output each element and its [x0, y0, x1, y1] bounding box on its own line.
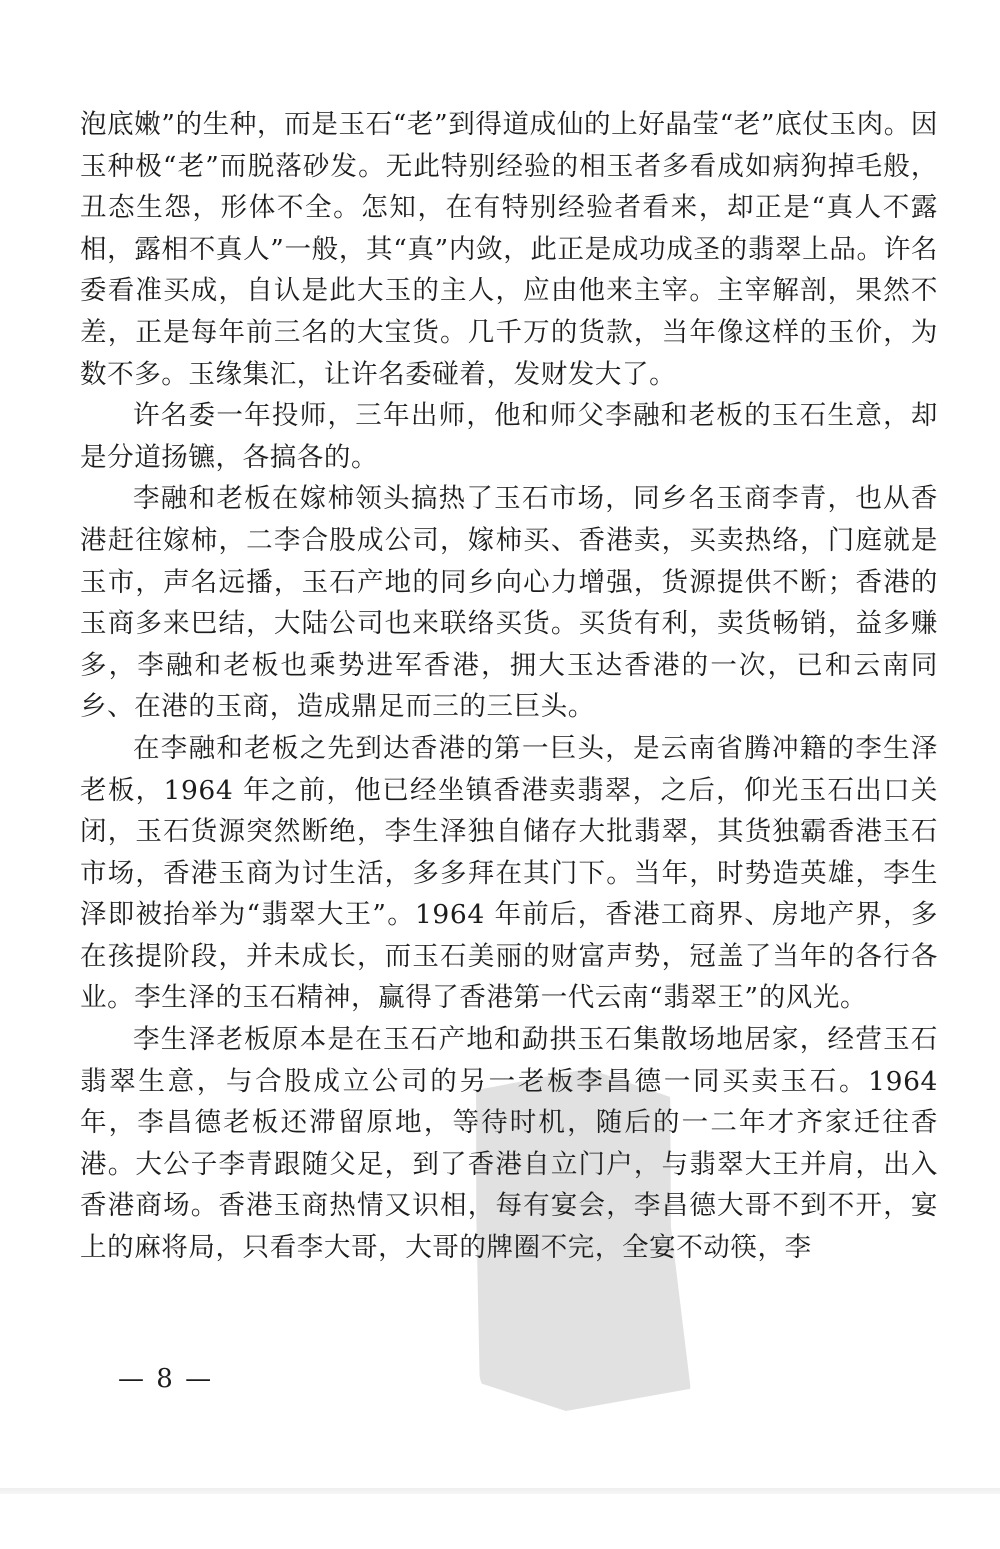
- paragraph-1: 泡底嫩”的生种，而是玉石“老”到得道成仙的上好晶莹“老”底仗玉肉。因玉种极“老”而脱落砂发。无此特别经验的相玉者多看成如病狗掉毛般，丑态生怨，形体不全。怎知，在有特别经验者看来，却正是“真人不露相，露相不真人”一般，其“真”内敛，此正是成功成圣的翡翠上品。许名委看准买成，自认是此大玉的主人，应由他来主宰。主宰解剖，果然不差，正是每年前三名的大宝货。几千万的货款，当年像这样的玉价，为数不多。玉缘集汇，让许名委碰着，发财发大了。: [80, 109, 938, 390]
- paragraph-4: 在李融和老板之先到达香港的第一巨头，是云南省腾冲籍的李生泽老板，1964 年之前，他已经坐镇香港卖翡翠，之后，仰光玉石出口关闭，玉石货源突然断绝，李生泽独自储存大批翡翠，其货独霸香港玉石市场，香港玉商为讨生活，多多拜在其门下。当年，时势造英雄，李生泽即被抬举为“翡翠大王”。1964 年前后，香港工商界、房地产界，多在孩提阶段，并未成长，而玉石美丽的财富声势，冠盖了当年的各行各业。李生泽的玉石精神，赢得了香港第一代云南“翡翠王”的风光。: [80, 732, 938, 1014]
- paragraph-5: 李生泽老板原本是在玉石产地和勐拱玉石集散场地居家，经营玉石翡翠生意，与合股成立公司的另一老板李昌德一同买卖玉石。1964 年，李昌德老板还滞留原地，等待时机，随后的一二年才齐家迁往香港。大公子李青跟随父足，到了香港自立门户，与翡翠大王并肩，出入香港商场。香港玉商热情又识相，每有宴会，李昌德大哥不到不开，宴上的麻将局，只看李大哥，大哥的牌圈不完，全宴不动筷，李: [80, 1024, 938, 1264]
- paragraph-2: 许名委一年投师，三年出师，他和师父李融和老板的玉石生意，却是分道扬镳，各搞各的。: [80, 400, 938, 473]
- paragraph-3: 李融和老板在嫁柿领头搞热了玉石市场，同乡名玉商李青，也从香港赶往嫁柿，二李合股成公司，嫁柿买、香港卖，买卖热络，门庭就是玉市，声名远播，玉石产地的同乡向心力增强，货源提供不断；香港的玉商多来巴结，大陆公司也来联络买货。买货有利，卖货畅销，益多赚多，李融和老板也乘势进军香港，拥大玉达香港的一次，已和云南同乡、在港的玉商，造成鼎足而三的三巨头。: [80, 483, 938, 723]
- scan-edge-divider: [0, 1488, 1000, 1494]
- page-number: — 8 —: [118, 1364, 214, 1394]
- body-text: [80, 104, 938, 1269]
